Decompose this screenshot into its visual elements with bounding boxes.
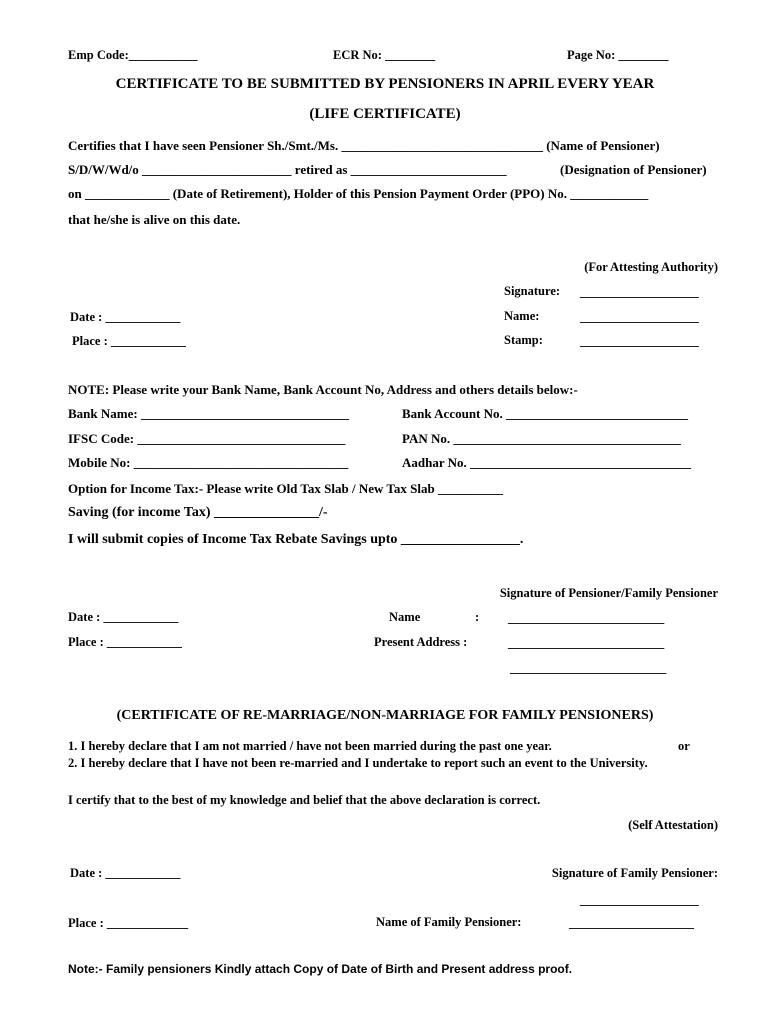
family-pensioner-name-label: Name of Family Pensioner: xyxy=(376,915,522,929)
designation-label: (Designation of Pensioner) xyxy=(560,162,707,177)
relation-retired-line: S/D/W/Wd/o _______________________ retired as ________________________ xyxy=(68,162,507,177)
present-address-line-2: _________________________ xyxy=(510,661,667,675)
pensioner-place-field: Place : ____________ xyxy=(68,635,182,649)
present-address-line-1: _________________________ xyxy=(508,636,665,650)
bank-details-note: NOTE: Please write your Bank Name, Bank Account No, Address and others details below:- xyxy=(68,382,578,397)
declaration-or: or xyxy=(678,739,690,753)
family-signature-line: ___________________ xyxy=(580,893,699,907)
ecr-no-field: ECR No: ________ xyxy=(333,48,436,62)
page-no-field: Page No: ________ xyxy=(567,48,669,62)
pensioner-name-line: _________________________ xyxy=(508,611,665,625)
present-address-label: Present Address : xyxy=(374,635,468,649)
retirement-ppo-line: on _____________ (Date of Retirement), Holder of this Pension Payment Order (PPO) No. ____________ xyxy=(68,186,649,201)
self-attestation-label: (Self Attestation) xyxy=(628,818,718,832)
footer-note: Note:- Family pensioners Kindly attach Copy of Date of Birth and Present address proof. xyxy=(68,962,573,976)
life-certificate-subtitle: (LIFE CERTIFICATE) xyxy=(309,106,461,122)
income-tax-saving-field: Saving (for income Tax) _______________/- xyxy=(68,505,328,520)
ifsc-code-field: IFSC Code: ________________________________ xyxy=(68,431,346,446)
attest-date-field: Date : ____________ xyxy=(70,310,181,324)
attest-place-field: Place : ____________ xyxy=(72,334,186,348)
pensioner-name-colon: : xyxy=(475,610,480,624)
mobile-no-field: Mobile No: _________________________________ xyxy=(68,455,349,470)
marriage-certificate-title: (CERTIFICATE OF RE-MARRIAGE/NON-MARRIAGE FOR FAMILY PENSIONERS) xyxy=(116,708,654,723)
pensioner-date-field: Date : ____________ xyxy=(68,610,179,624)
alive-statement: that he/she is alive on this date. xyxy=(68,212,241,227)
stamp-label: Stamp: xyxy=(504,333,543,347)
income-tax-option-field: Option for Income Tax:- Please write Old Tax Slab / New Tax Slab __________ xyxy=(68,481,503,496)
aadhar-no-field: Aadhar No. __________________________________ xyxy=(402,455,692,470)
signature-label: Signature: xyxy=(504,284,561,298)
pensioner-signature-heading: Signature of Pensioner/Family Pensioner xyxy=(499,586,718,600)
pan-no-field: PAN No. ___________________________________ xyxy=(402,431,681,446)
family-pensioner-name-line: ____________________ xyxy=(569,916,694,930)
emp-code-field: Emp Code:___________ xyxy=(68,48,198,62)
rebate-savings-statement: I will submit copies of Income Tax Rebate Savings upto _________________. xyxy=(68,532,524,547)
life-certificate-title: CERTIFICATE TO BE SUBMITTED BY PENSIONERS IN APRIL EVERY YEAR xyxy=(115,76,655,92)
pensioner-name-line: Certifies that I have seen Pensioner Sh./Smt./Ms. _______________________________ (Name of Pensioner) xyxy=(68,138,660,153)
bank-name-field: Bank Name: ________________________________ xyxy=(68,406,349,421)
family-signature-label: Signature of Family Pensioner: xyxy=(551,866,718,880)
bank-account-field: Bank Account No. ____________________________ xyxy=(402,406,689,421)
declaration-item-2: 2. I hereby declare that I have not been re-married and I undertake to report such an event to the University. xyxy=(68,756,648,770)
attest-name-line: ___________________ xyxy=(580,310,699,324)
family-place-field: Place : _____________ xyxy=(68,916,189,930)
family-date-field: Date : ____________ xyxy=(70,866,181,880)
attesting-authority-heading: (For Attesting Authority) xyxy=(584,260,718,274)
certify-statement: I certify that to the best of my knowledge and belief that the above declaration is correct. xyxy=(68,793,541,807)
declaration-item-1: 1. I hereby declare that I am not married / have not been married during the past one year. xyxy=(68,739,552,753)
signature-line: ___________________ xyxy=(580,285,699,299)
stamp-line: ___________________ xyxy=(580,334,699,348)
pensioner-name-label: Name xyxy=(389,610,421,624)
attest-name-label: Name: xyxy=(504,309,540,323)
